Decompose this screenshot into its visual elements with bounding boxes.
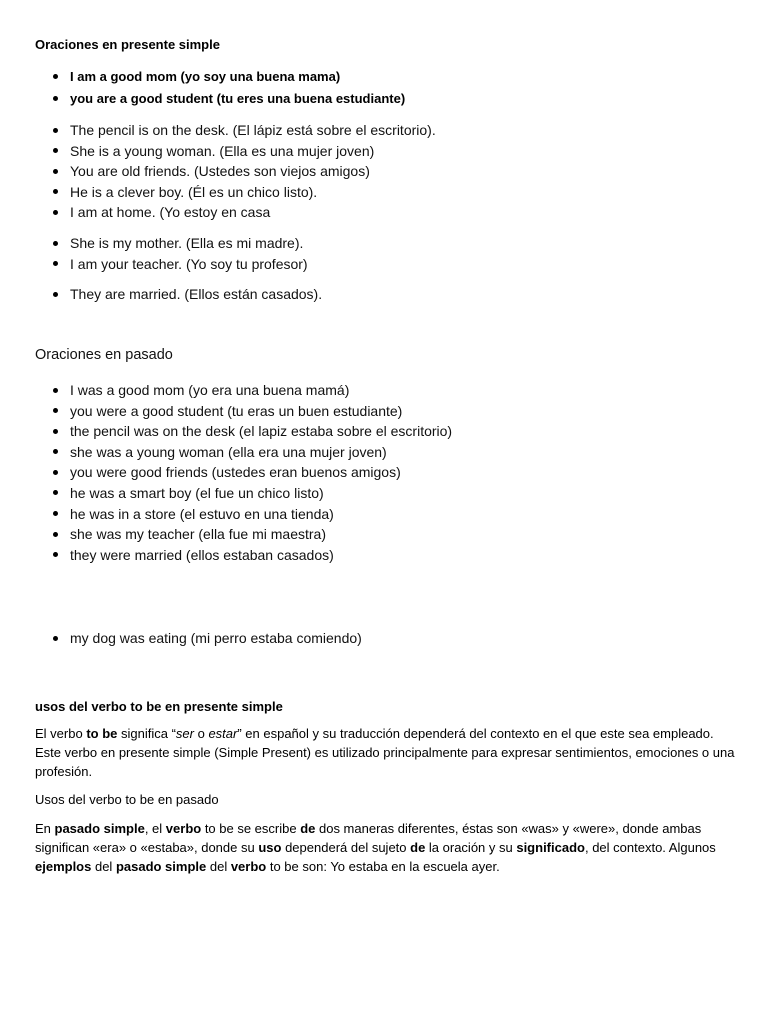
present-list-a <box>0 120 436 223</box>
text-run-bold: pasado simple <box>115 859 207 875</box>
text-run: dependerá del sujeto <box>281 840 411 856</box>
past-list <box>0 380 452 565</box>
list-item: She is a young woman. (Ella es una mujer joven) <box>0 141 436 162</box>
list-item: she was my teacher (ella fue mi maestra) <box>0 524 452 545</box>
list-item: I am a good mom (yo soy una buena mama) <box>0 66 405 88</box>
text-run: del <box>91 859 116 875</box>
list-item: he was in a store (el estuvo en una tienda) <box>0 504 452 525</box>
text-run: la oración y su <box>425 840 517 856</box>
present-list-b <box>0 233 308 274</box>
present-section-title: Oraciones en presente simple <box>35 37 220 52</box>
usage-present-paragraph <box>35 724 735 782</box>
list-item: I was a good mom (yo era una buena mamá) <box>0 380 452 401</box>
usage-past-title: Usos del verbo to be en pasado <box>35 792 219 807</box>
text-run: El verbo <box>35 726 87 741</box>
list-item: you are a good student (tu eres una buena estudiante) <box>0 88 405 110</box>
list-item: you were good friends (ustedes eran buenos amigos) <box>0 462 452 483</box>
text-run: ” en español y su traducción dependerá del contexto en el que este sea empleado. Este verbo en presente simple (Simple Present) es utilizado principalmente para expresar sentimientos, emociones o una profesión. <box>35 726 735 780</box>
text-run: to be se escribe <box>201 821 301 836</box>
list-item: she was a young woman (ella era una mujer joven) <box>0 442 452 463</box>
text-run: , del contexto. Algunos <box>584 840 716 856</box>
past-extra-list <box>0 628 362 649</box>
list-item: They are married. (Ellos están casados). <box>0 284 322 305</box>
text-run-bold: to be <box>86 726 118 741</box>
text-run-italic: estar <box>208 726 238 741</box>
list-item: the pencil was on the desk (el lapiz estaba sobre el escritorio) <box>0 421 452 442</box>
list-item: You are old friends. (Ustedes son viejos amigos) <box>0 161 436 182</box>
text-run: significa “ <box>117 726 176 741</box>
list-item: he was a smart boy (el fue un chico listo) <box>0 483 452 504</box>
list-item: He is a clever boy. (Él es un chico listo). <box>0 182 436 203</box>
text-run-bold: ejemplos <box>35 859 92 875</box>
text-run-bold: de <box>300 821 316 836</box>
text-run: del <box>206 859 231 875</box>
text-run-bold: de <box>410 840 426 856</box>
text-run-bold: significado <box>516 840 585 856</box>
list-item: The pencil is on the desk. (El lápiz está sobre el escritorio). <box>0 120 436 141</box>
past-section-title: Oraciones en pasado <box>35 347 173 363</box>
list-item: I am at home. (Yo estoy en casa <box>0 202 436 223</box>
present-bold-list <box>0 66 405 110</box>
usage-present-title: usos del verbo to be en presente simple <box>35 699 283 714</box>
text-run-bold: pasado simple <box>54 821 145 836</box>
usage-past-paragraph <box>35 819 735 877</box>
text-run-bold: verbo <box>165 821 202 836</box>
list-item: I am your teacher. (Yo soy tu profesor) <box>0 254 308 275</box>
list-item: you were a good student (tu eras un buen estudiante) <box>0 401 452 422</box>
text-run: , el <box>144 821 166 836</box>
text-run-italic: ser <box>175 726 194 741</box>
present-list-c <box>0 284 322 305</box>
list-item: She is my mother. (Ella es mi madre). <box>0 233 308 254</box>
text-run: o <box>193 726 209 741</box>
text-run: En <box>35 821 55 836</box>
text-run: dos maneras diferentes, éstas son «was» y «were», donde ambas significan «era» o «estaba», donde su <box>35 821 702 856</box>
text-run: to be son: Yo estaba en la escuela ayer. <box>266 859 500 875</box>
text-run-bold: uso <box>258 840 282 856</box>
list-item: my dog was eating (mi perro estaba comiendo) <box>0 628 362 649</box>
text-run-bold: verbo <box>230 859 267 875</box>
list-item: they were married (ellos estaban casados) <box>0 545 452 566</box>
